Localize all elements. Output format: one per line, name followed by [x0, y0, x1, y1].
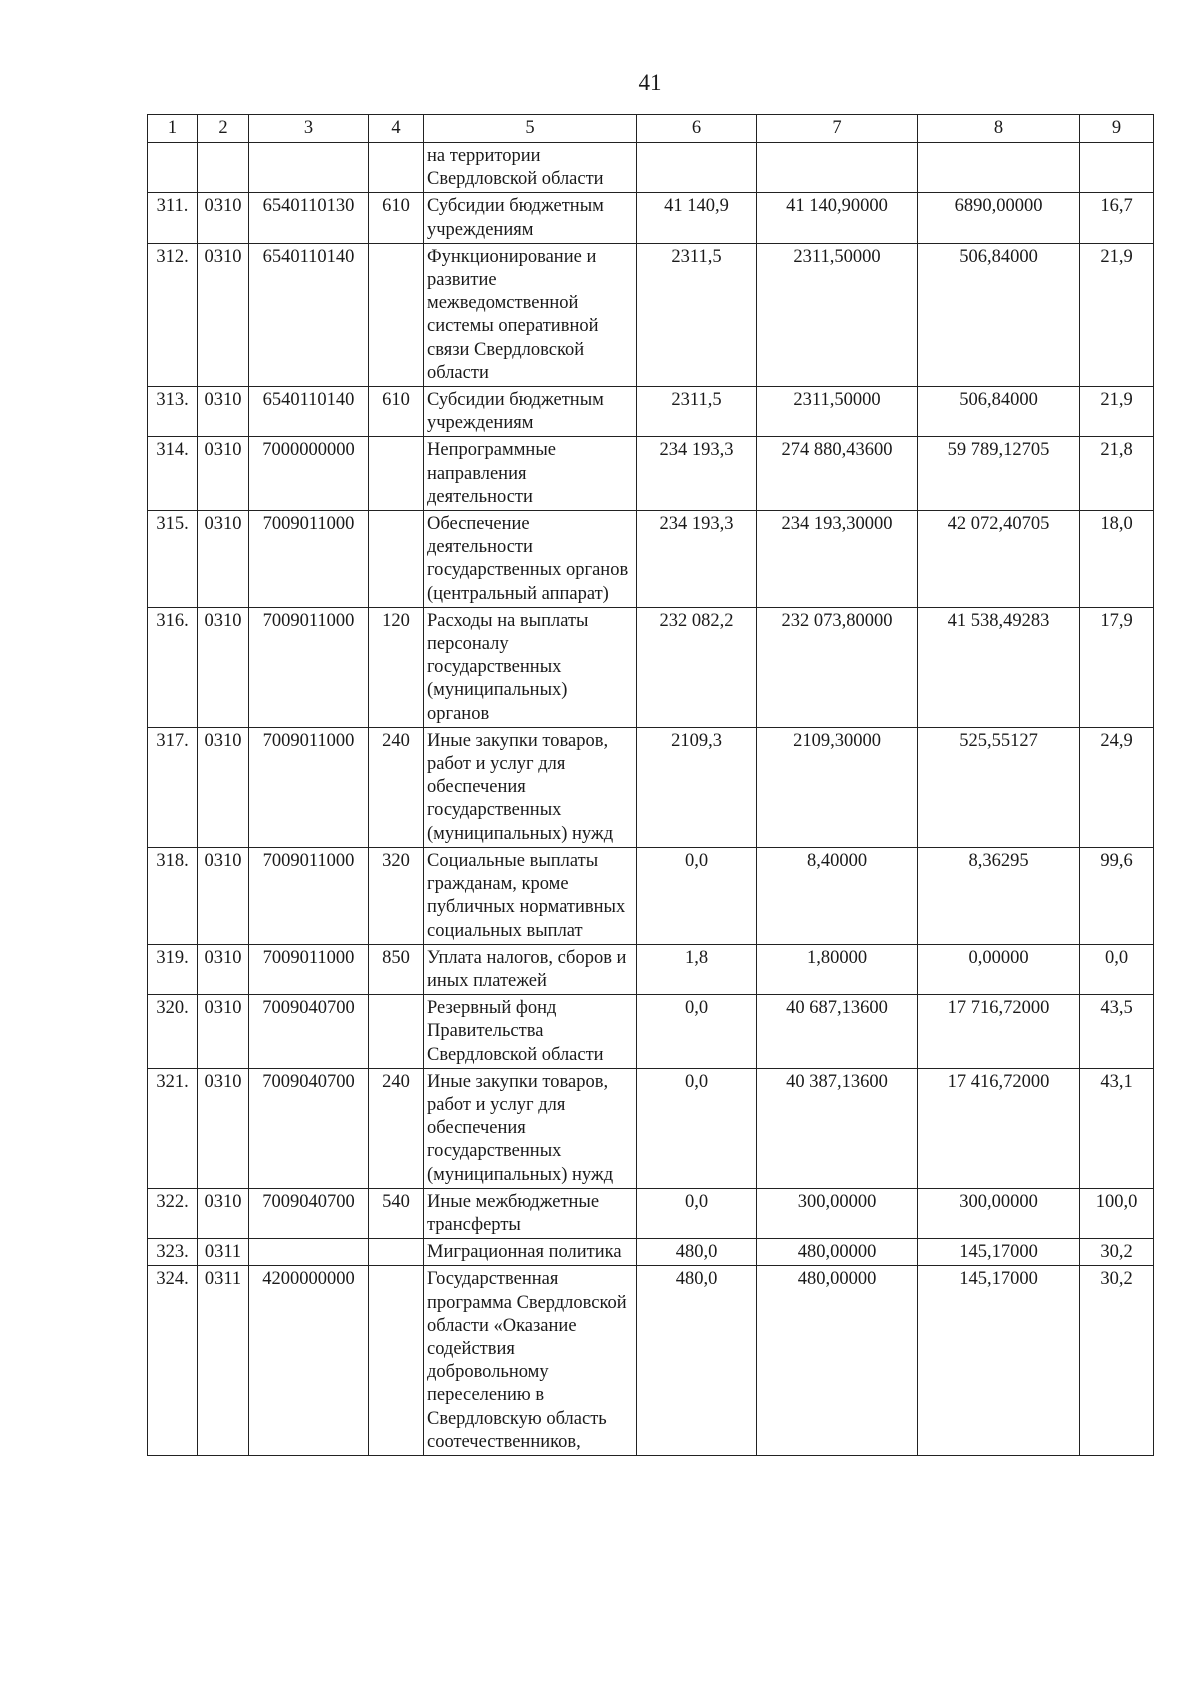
column-header-5: 5 [424, 115, 637, 143]
header-row [148, 115, 1154, 143]
row-number-cell: 316. [148, 607, 198, 727]
table-row [148, 1266, 1154, 1456]
section-code-cell: 0311 [198, 1239, 249, 1266]
target-article-cell: 7009011000 [249, 727, 369, 847]
item-name-cell: Социальные выплаты гражданам, кроме публичных нормативных социальных выплат [424, 847, 637, 944]
table-row [148, 143, 1154, 193]
expense-type-cell: 610 [369, 193, 424, 243]
row-number-cell: 312. [148, 243, 198, 386]
value-col7-cell: 234 193,30000 [757, 511, 918, 608]
section-code-cell: 0310 [198, 995, 249, 1069]
value-col8-cell: 8,36295 [918, 847, 1080, 944]
row-number-cell: 320. [148, 995, 198, 1069]
value-col6-cell: 2311,5 [637, 387, 757, 437]
value-col8-cell: 506,84000 [918, 387, 1080, 437]
item-name-cell: Субсидии бюджетным учреждениям [424, 193, 637, 243]
value-col8-cell: 145,17000 [918, 1266, 1080, 1456]
expense-type-cell: 610 [369, 387, 424, 437]
target-article-cell: 7009011000 [249, 511, 369, 608]
section-code-cell [198, 143, 249, 193]
value-col6-cell: 480,0 [637, 1239, 757, 1266]
section-code-cell: 0310 [198, 607, 249, 727]
value-col8-cell: 300,00000 [918, 1188, 1080, 1238]
item-name-cell: Уплата налогов, сборов и иных платежей [424, 944, 637, 994]
target-article-cell: 6540110140 [249, 243, 369, 386]
value-col6-cell: 2109,3 [637, 727, 757, 847]
target-article-cell: 7009011000 [249, 607, 369, 727]
table-row [148, 511, 1154, 608]
column-header-9: 9 [1080, 115, 1154, 143]
column-header-6: 6 [637, 115, 757, 143]
value-col8-cell: 59 789,12705 [918, 437, 1080, 511]
value-col8-cell: 17 716,72000 [918, 995, 1080, 1069]
value-col7-cell: 232 073,80000 [757, 607, 918, 727]
section-code-cell: 0310 [198, 1068, 249, 1188]
value-col7-cell: 8,40000 [757, 847, 918, 944]
value-col9-cell: 30,2 [1080, 1266, 1154, 1456]
value-col9-cell: 17,9 [1080, 607, 1154, 727]
table-row [148, 727, 1154, 847]
target-article-cell [249, 1239, 369, 1266]
expense-type-cell: 240 [369, 727, 424, 847]
table-row [148, 607, 1154, 727]
column-header-1: 1 [148, 115, 198, 143]
item-name-cell: Функционирование и развитие межведомственной системы оперативной связи Свердловской области [424, 243, 637, 386]
value-col6-cell: 234 193,3 [637, 511, 757, 608]
expense-type-cell [369, 437, 424, 511]
value-col6-cell: 0,0 [637, 995, 757, 1069]
expense-type-cell [369, 1266, 424, 1456]
section-code-cell: 0310 [198, 511, 249, 608]
value-col9-cell: 21,9 [1080, 243, 1154, 386]
section-code-cell: 0310 [198, 437, 249, 511]
row-number-cell: 323. [148, 1239, 198, 1266]
value-col8-cell: 0,00000 [918, 944, 1080, 994]
expense-type-cell [369, 1239, 424, 1266]
row-number-cell: 319. [148, 944, 198, 994]
value-col7-cell: 40 387,13600 [757, 1068, 918, 1188]
column-header-4: 4 [369, 115, 424, 143]
value-col7-cell: 2109,30000 [757, 727, 918, 847]
value-col8-cell [918, 143, 1080, 193]
item-name-cell: Миграционная политика [424, 1239, 637, 1266]
value-col8-cell: 506,84000 [918, 243, 1080, 386]
item-name-cell: на территории Свердловской области [424, 143, 637, 193]
item-name-cell: Резервный фонд Правительства Свердловской области [424, 995, 637, 1069]
value-col7-cell: 274 880,43600 [757, 437, 918, 511]
section-code-cell: 0310 [198, 243, 249, 386]
value-col7-cell: 300,00000 [757, 1188, 918, 1238]
table-row [148, 995, 1154, 1069]
table-row [148, 1068, 1154, 1188]
target-article-cell: 7009011000 [249, 944, 369, 994]
table-row [148, 1188, 1154, 1238]
page-number: 41 [638, 70, 662, 95]
expense-type-cell: 240 [369, 1068, 424, 1188]
target-article-cell: 7009040700 [249, 1068, 369, 1188]
value-col7-cell: 2311,50000 [757, 243, 918, 386]
item-name-cell: Иные закупки товаров, работ и услуг для обеспечения государственных (муниципальных) нужд [424, 727, 637, 847]
section-code-cell: 0310 [198, 727, 249, 847]
row-number-cell: 314. [148, 437, 198, 511]
item-name-cell: Иные закупки товаров, работ и услуг для обеспечения государственных (муниципальных) нужд [424, 1068, 637, 1188]
value-col8-cell: 145,17000 [918, 1239, 1080, 1266]
value-col9-cell [1080, 143, 1154, 193]
value-col7-cell: 2311,50000 [757, 387, 918, 437]
target-article-cell: 6540110140 [249, 387, 369, 437]
value-col9-cell: 21,9 [1080, 387, 1154, 437]
value-col8-cell: 17 416,72000 [918, 1068, 1080, 1188]
value-col8-cell: 525,55127 [918, 727, 1080, 847]
expense-type-cell [369, 243, 424, 386]
column-header-7: 7 [757, 115, 918, 143]
value-col9-cell: 21,8 [1080, 437, 1154, 511]
value-col6-cell: 234 193,3 [637, 437, 757, 511]
value-col8-cell: 41 538,49283 [918, 607, 1080, 727]
row-number-cell: 315. [148, 511, 198, 608]
value-col6-cell: 1,8 [637, 944, 757, 994]
column-header-8: 8 [918, 115, 1080, 143]
expense-type-cell: 120 [369, 607, 424, 727]
table-row [148, 847, 1154, 944]
value-col8-cell: 42 072,40705 [918, 511, 1080, 608]
section-code-cell: 0310 [198, 847, 249, 944]
target-article-cell: 7009011000 [249, 847, 369, 944]
expense-type-cell [369, 143, 424, 193]
row-number-cell: 317. [148, 727, 198, 847]
column-header-2: 2 [198, 115, 249, 143]
column-header-3: 3 [249, 115, 369, 143]
expense-type-cell: 540 [369, 1188, 424, 1238]
value-col8-cell: 6890,00000 [918, 193, 1080, 243]
value-col9-cell: 99,6 [1080, 847, 1154, 944]
value-col9-cell: 18,0 [1080, 511, 1154, 608]
row-number-cell [148, 143, 198, 193]
value-col9-cell: 16,7 [1080, 193, 1154, 243]
section-code-cell: 0310 [198, 387, 249, 437]
item-name-cell: Расходы на выплаты персоналу государственных (муниципальных) органов [424, 607, 637, 727]
target-article-cell: 7009040700 [249, 995, 369, 1069]
section-code-cell: 0310 [198, 1188, 249, 1238]
table-body [148, 143, 1154, 1456]
value-col7-cell [757, 143, 918, 193]
target-article-cell: 4200000000 [249, 1266, 369, 1456]
row-number-cell: 318. [148, 847, 198, 944]
expense-type-cell [369, 511, 424, 608]
item-name-cell: Субсидии бюджетным учреждениям [424, 387, 637, 437]
value-col9-cell: 24,9 [1080, 727, 1154, 847]
item-name-cell: Непрограммные направления деятельности [424, 437, 637, 511]
value-col6-cell: 2311,5 [637, 243, 757, 386]
item-name-cell: Иные межбюджетные трансферты [424, 1188, 637, 1238]
value-col9-cell: 0,0 [1080, 944, 1154, 994]
value-col6-cell: 232 082,2 [637, 607, 757, 727]
item-name-cell: Обеспечение деятельности государственных органов (центральный аппарат) [424, 511, 637, 608]
value-col6-cell: 480,0 [637, 1266, 757, 1456]
expense-type-cell: 320 [369, 847, 424, 944]
value-col6-cell: 0,0 [637, 1188, 757, 1238]
value-col7-cell: 1,80000 [757, 944, 918, 994]
value-col7-cell: 40 687,13600 [757, 995, 918, 1069]
value-col9-cell: 43,1 [1080, 1068, 1154, 1188]
row-number-cell: 311. [148, 193, 198, 243]
row-number-cell: 321. [148, 1068, 198, 1188]
table-row [148, 193, 1154, 243]
value-col9-cell: 30,2 [1080, 1239, 1154, 1266]
value-col9-cell: 100,0 [1080, 1188, 1154, 1238]
value-col6-cell [637, 143, 757, 193]
row-number-cell: 322. [148, 1188, 198, 1238]
budget-table [147, 114, 1154, 1456]
table-row [148, 387, 1154, 437]
item-name-cell: Государственная программа Свердловской области «Оказание содействия добровольному переселению в Свердловскую область соотечественников, [424, 1266, 637, 1456]
row-number-cell: 313. [148, 387, 198, 437]
value-col7-cell: 41 140,90000 [757, 193, 918, 243]
value-col6-cell: 0,0 [637, 847, 757, 944]
target-article-cell: 6540110130 [249, 193, 369, 243]
target-article-cell: 7009040700 [249, 1188, 369, 1238]
row-number-cell: 324. [148, 1266, 198, 1456]
expense-type-cell: 850 [369, 944, 424, 994]
value-col6-cell: 41 140,9 [637, 193, 757, 243]
table-row [148, 944, 1154, 994]
section-code-cell: 0310 [198, 944, 249, 994]
expense-type-cell [369, 995, 424, 1069]
section-code-cell: 0310 [198, 193, 249, 243]
target-article-cell [249, 143, 369, 193]
value-col9-cell: 43,5 [1080, 995, 1154, 1069]
value-col7-cell: 480,00000 [757, 1266, 918, 1456]
target-article-cell: 7000000000 [249, 437, 369, 511]
table-row [148, 243, 1154, 386]
section-code-cell: 0311 [198, 1266, 249, 1456]
value-col6-cell: 0,0 [637, 1068, 757, 1188]
value-col7-cell: 480,00000 [757, 1239, 918, 1266]
table-row [148, 437, 1154, 511]
table-row [148, 1239, 1154, 1266]
